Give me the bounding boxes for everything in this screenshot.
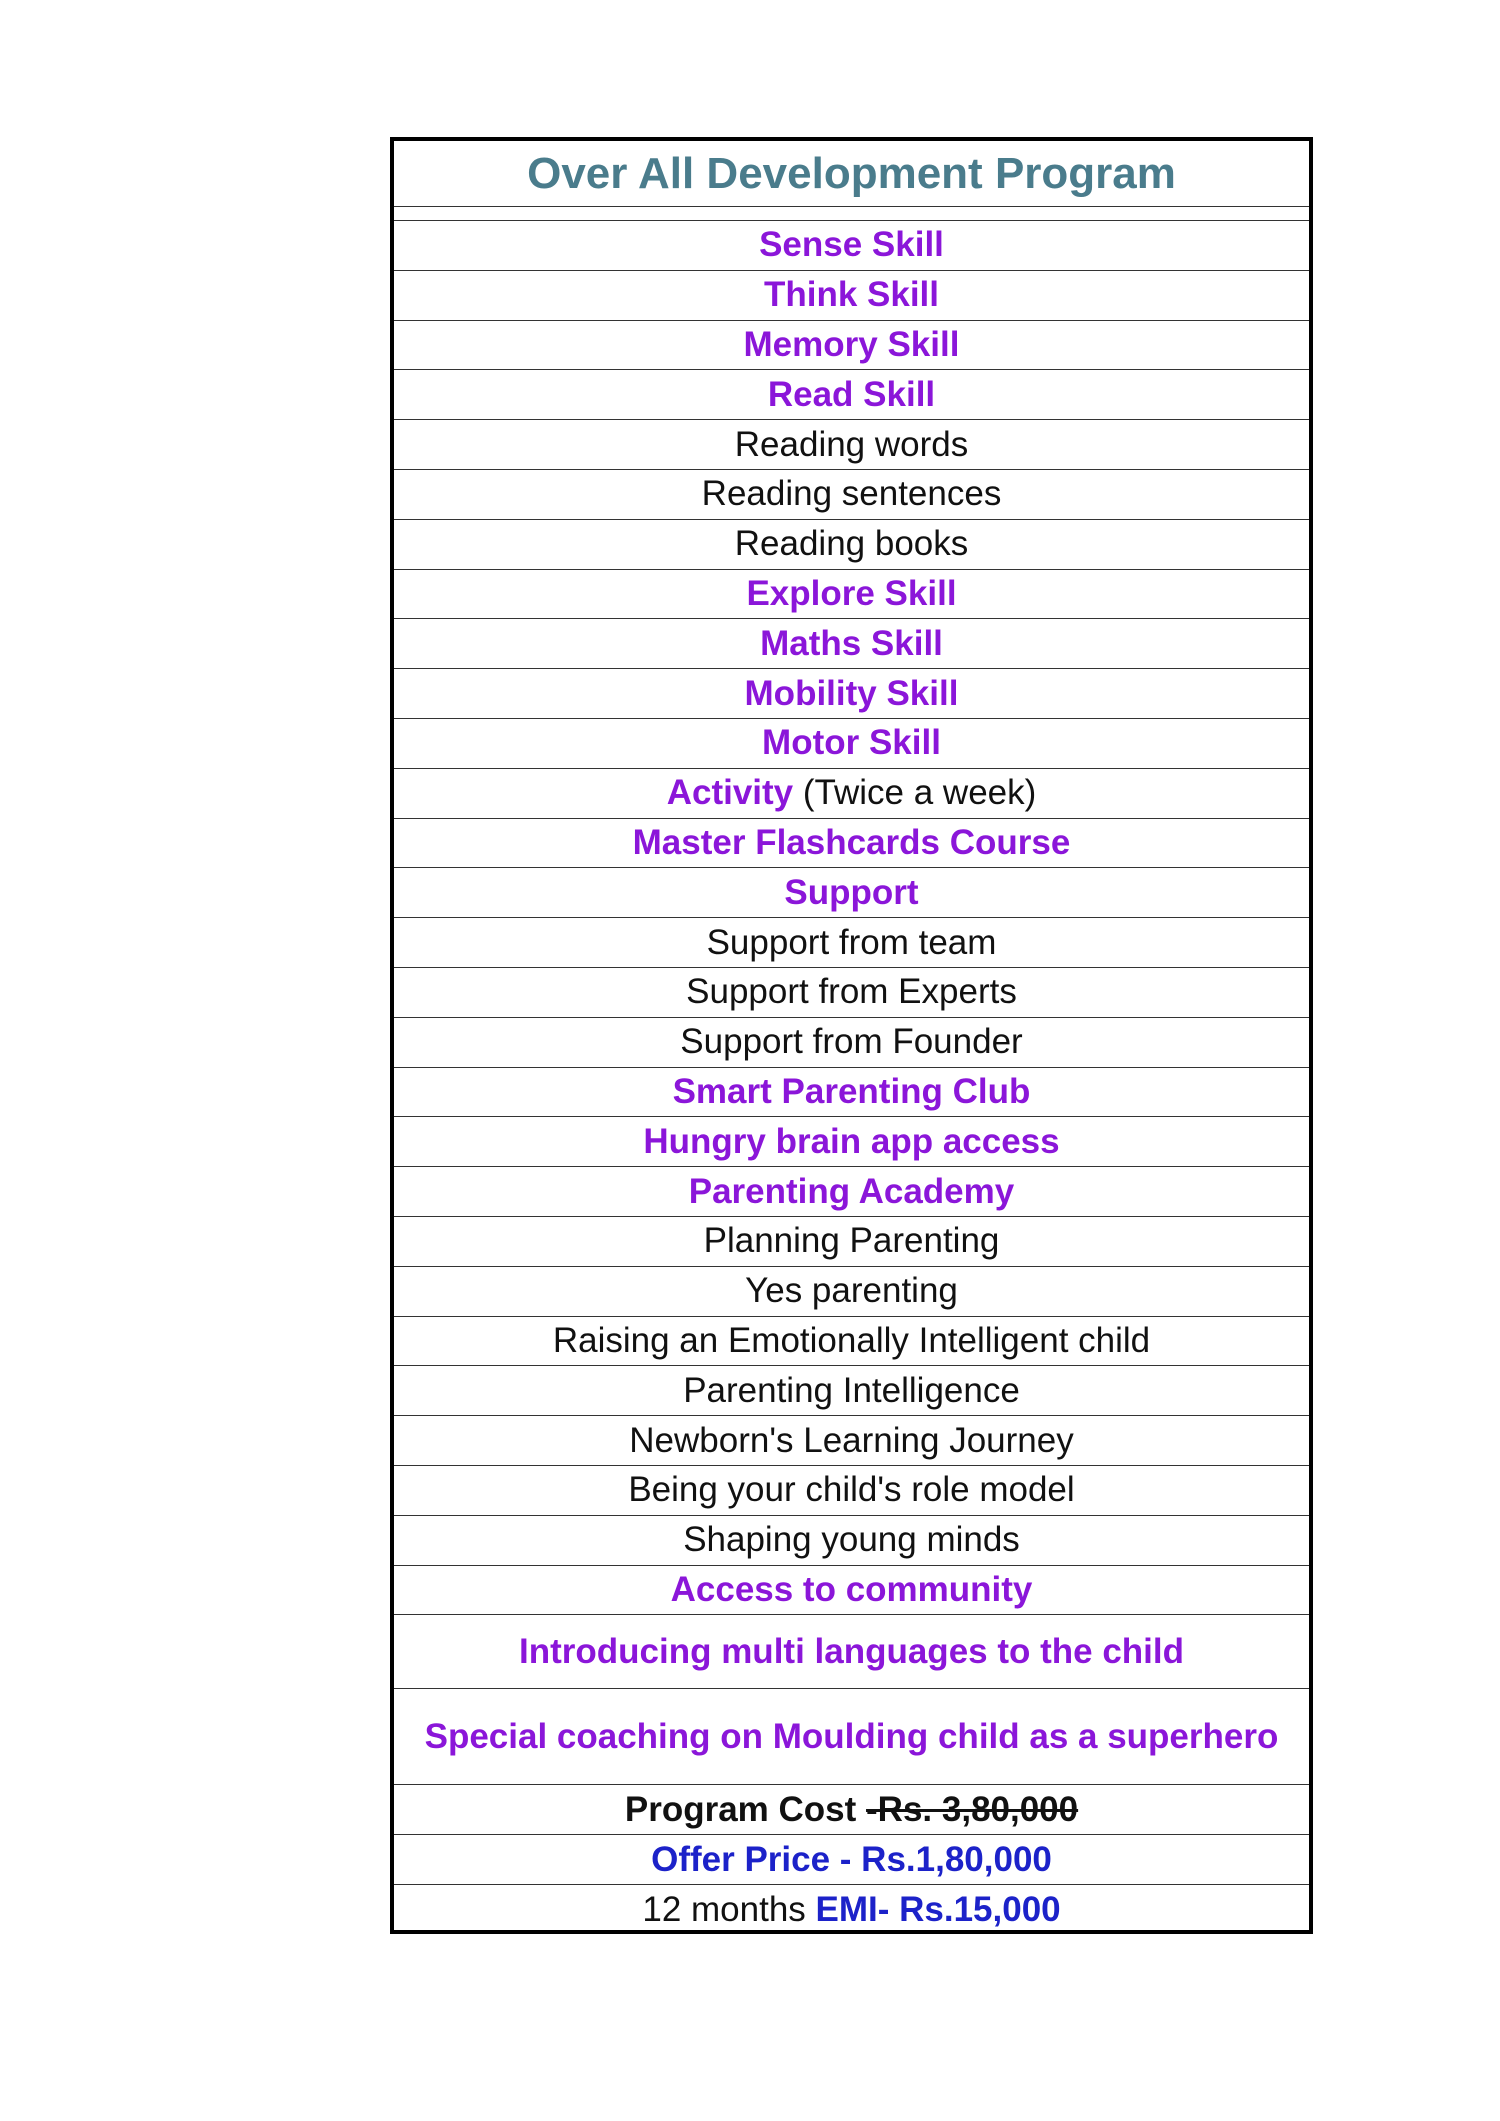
table-row: Master Flashcards Course [394,819,1309,869]
table-row: Mobility Skill [394,669,1309,719]
table-row: Smart Parenting Club [394,1068,1309,1118]
emi-amount: EMI- Rs.15,000 [815,1889,1061,1929]
table-row: Introducing multi languages to the child [394,1615,1309,1689]
table-row: Support from Experts [394,968,1309,1018]
table-row: Parenting Academy [394,1167,1309,1217]
table-row: Special coaching on Moulding child as a superhero [394,1689,1309,1785]
table-row: Raising an Emotionally Intelligent child [394,1317,1309,1367]
program-cost-label: Program Cost [624,1789,867,1829]
table-row: Read Skill [394,370,1309,420]
table-row: Support from Founder [394,1018,1309,1068]
spacer-row [394,207,1309,221]
table-row-activity [394,769,1309,819]
table-row: Reading sentences [394,470,1309,520]
table-row: Parenting Intelligence [394,1366,1309,1416]
table-row: Shaping young minds [394,1516,1309,1566]
program-cost-row [394,1785,1309,1835]
table-row: Think Skill [394,271,1309,321]
table-row: Planning Parenting [394,1217,1309,1267]
activity-label: Activity [666,773,794,813]
table-row: Being your child's role model [394,1466,1309,1516]
emi-duration: 12 months [642,1889,816,1929]
table-row: Hungry brain app access [394,1117,1309,1167]
activity-frequency: (Twice a week) [793,773,1037,813]
program-cost-old-price: -Rs. 3,80,000 [866,1789,1079,1829]
table-row: Maths Skill [394,619,1309,669]
table-row: Support [394,868,1309,918]
offer-price-row: Offer Price - Rs.1,80,000 [394,1835,1309,1885]
table-row: Sense Skill [394,221,1309,271]
table-row: Memory Skill [394,321,1309,371]
table-row: Access to community [394,1566,1309,1616]
table-row: Explore Skill [394,570,1309,620]
table-row: Support from team [394,918,1309,968]
table-row: Reading words [394,420,1309,470]
program-table [390,137,1313,1934]
program-title: Over All Development Program [394,141,1309,207]
emi-row [394,1885,1309,1935]
table-row: Yes parenting [394,1267,1309,1317]
table-row: Reading books [394,520,1309,570]
table-row: Motor Skill [394,719,1309,769]
table-row: Newborn's Learning Journey [394,1416,1309,1466]
